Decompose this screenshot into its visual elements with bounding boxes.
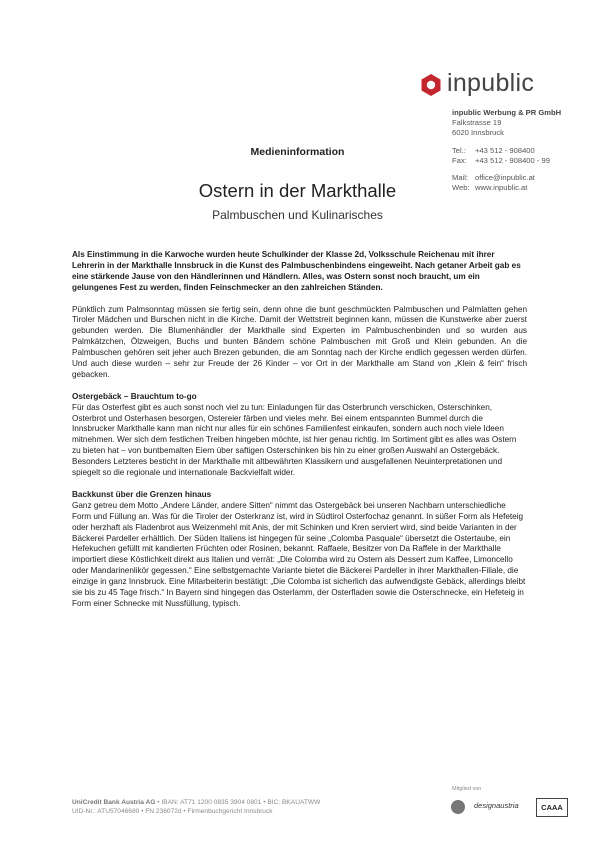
member-circle-logo-icon (451, 800, 465, 814)
members-label: Mitglied von (452, 786, 482, 792)
footer-bank-line (72, 798, 372, 807)
company-name: inpublic Werbung & PR GmbH (452, 108, 562, 117)
web-label: Web: (452, 183, 470, 193)
document-type-label: Medieninformation (250, 146, 345, 158)
phone-number: +43 512 - 908400 (475, 145, 535, 155)
bank-name: UniCredit Bank Austria AG (72, 799, 156, 806)
web-address[interactable]: www.inpublic.at (475, 183, 528, 193)
designaustria-logo: designaustria (474, 801, 519, 810)
logo-wordmark: inpublic (447, 69, 535, 97)
page-title: Ostern in der Markthalle (198, 180, 397, 201)
company-logo (420, 69, 570, 100)
company-city: 6020 Innsbruck (452, 128, 504, 138)
body-paragraph-3: Ganz getreu dem Motto „Andere Länder, andere Sitten“ nimmt das Ostergebäck bei unseren Nachbarn unterschiedliche Form und Füllung an. Was für die Tiroler der Osterkranz ist, wird in Südtirol Osterfochaz genannt. In süßer Form als Hefeteig oder herzhaft als Fladenbrot aus Weizenmehl mit Anis, der mit Schinken und Kren serviert wird, sind beide Varianten in der Bäckerei Pardeller erhältlich. Der Süden Italiens ist hingegen für seine „Colomba Pasquale“ übersetzt die Ostertaube, ein Hefekuchen gefüllt mit kandierten Früchten oder Rosinen, bekannt. Raffaele, Besitzer von Da Raffele in der Markthalle importiert diese Köstlichkeit direkt aus Italien und verrät: „Die Colomba wird zu Ostern als Dessert zum Kaffee, Limoncello oder Mandarinenlikör gegessen.“ Eine selbstgemachte Variante bietet die Bäckerei Pardeller in ihrer Markthallen-Filiale, die einzige in ganz Innsbruck. Eine Mitarbeiterin bestätigt: „Die Colomba ist sicherlich das aufwendigste Gebäck, allerdings bleibt sie bis zu 45 Tage frisch.“ In Bayern sind hingegen das Osterlamm, der Osterfladen sowie die Osterschnecke, ein Hefeteig in Form einer Schnecke mit Nussfüllung, typisch. (72, 500, 526, 608)
caaa-logo: CAAA (536, 798, 568, 817)
bank-details: • IBAN: AT71 1200 0835 3904 0801 • BIC: BKAUATWW (157, 799, 321, 806)
mail-address[interactable]: office@inpublic.at (475, 173, 535, 183)
body-paragraph-1: Pünktlich zum Palmsonntag müssen sie fertig sein, denn ohne die bunt geschmückten Palmbuschen und Palmlatten gehen Tiroler Mädchen und Burschen nicht in die Kirche. Damit der Wettstreit beginnen kann, müssen die Kunstwerke aber zuerst gebunden werden. Die Blumenhändler der Markthalle sind Experten im Palmbuschenbinden und so wurden aus Palmkätzchen, Ölzweigen, Buchs und bunten Bändern schöne Palmbuschen mit Groß und Klein gebunden. An die Palmbuschen gehören seit jeher auch Brezen gebunden, die am Sonntag nach der Kirche endlich gegessen werden dürfen. Und auch diese wurden – sehr zur Freude der 26 Kinder – vor Ort in der Markthalle am Stand von „Klein & fein“ frisch gebacken. (72, 304, 527, 379)
phone-label: Tel.: (452, 145, 466, 155)
section-heading-ostergebaeck: Ostergebäck – Brauchtum to-go (72, 391, 197, 401)
fax-number: +43 512 - 908400 - 99 (475, 155, 550, 165)
page-subtitle: Palmbuschen und Kulinarisches (212, 208, 383, 222)
company-street: Falkstrasse 19 (452, 118, 502, 128)
article-body (72, 250, 527, 621)
footer-uid-line: UID-Nr.: ATU57046680 • FN 236072d • Firmenbuchgericht Innsbruck (72, 808, 273, 815)
lead-paragraph: Als Einstimmung in die Karwoche wurden heute Schulkinder der Klasse 2d, Volksschule Reichenau mit ihrer Lehrerin in der Markthalle Innsbruck in die Kunst des Palmbuschenbindens eingeweiht. Nach getaner Arbeit gab es eine stärkende Jause von den Händlerinnen und Händlern. Alles, was Ostern sonst noch braucht, um ein gelungenes Fest zu werden, finden Feinschmecker an den zahlreichen Ständen. (72, 250, 521, 292)
footer-bank-info (72, 798, 372, 816)
body-paragraph-2: Für das Osterfest gibt es auch sonst noch viel zu tun: Einladungen für das Osterbrunch verschicken, Osterschinken, Osterbrot und Osterhasen besorgen, Ostereier färben und vieles mehr. Bei einem entspannten Bummel durch die Innsbrucker Markthalle kann man nicht nur alles für ein schönes Familienfest einkaufen, sondern auch noch viele Ideen mitnehmen. Wer sich dem festlichen Treiben hingeben möchte, ist hier genau richtig. Im Sortiment gibt es alles was Ostern zu bieten hat – von buntbemalten Eiern über saftigen Osterschinken bis hin zu einer großen Auswahl an Ostergebäck. Besonders Letzteres besticht in der Markthalle mit altbewährten Klassikern und ausgefallenen Neuinterpretationen und spiegelt so die regionale und internationale Backvielfalt wider. (72, 402, 517, 478)
hexagon-logo-icon (420, 74, 442, 96)
section-heading-backkunst: Backkunst über die Grenzen hinaus (72, 489, 212, 499)
mail-label: Mail: (452, 173, 469, 183)
fax-label: Fax: (452, 155, 467, 165)
